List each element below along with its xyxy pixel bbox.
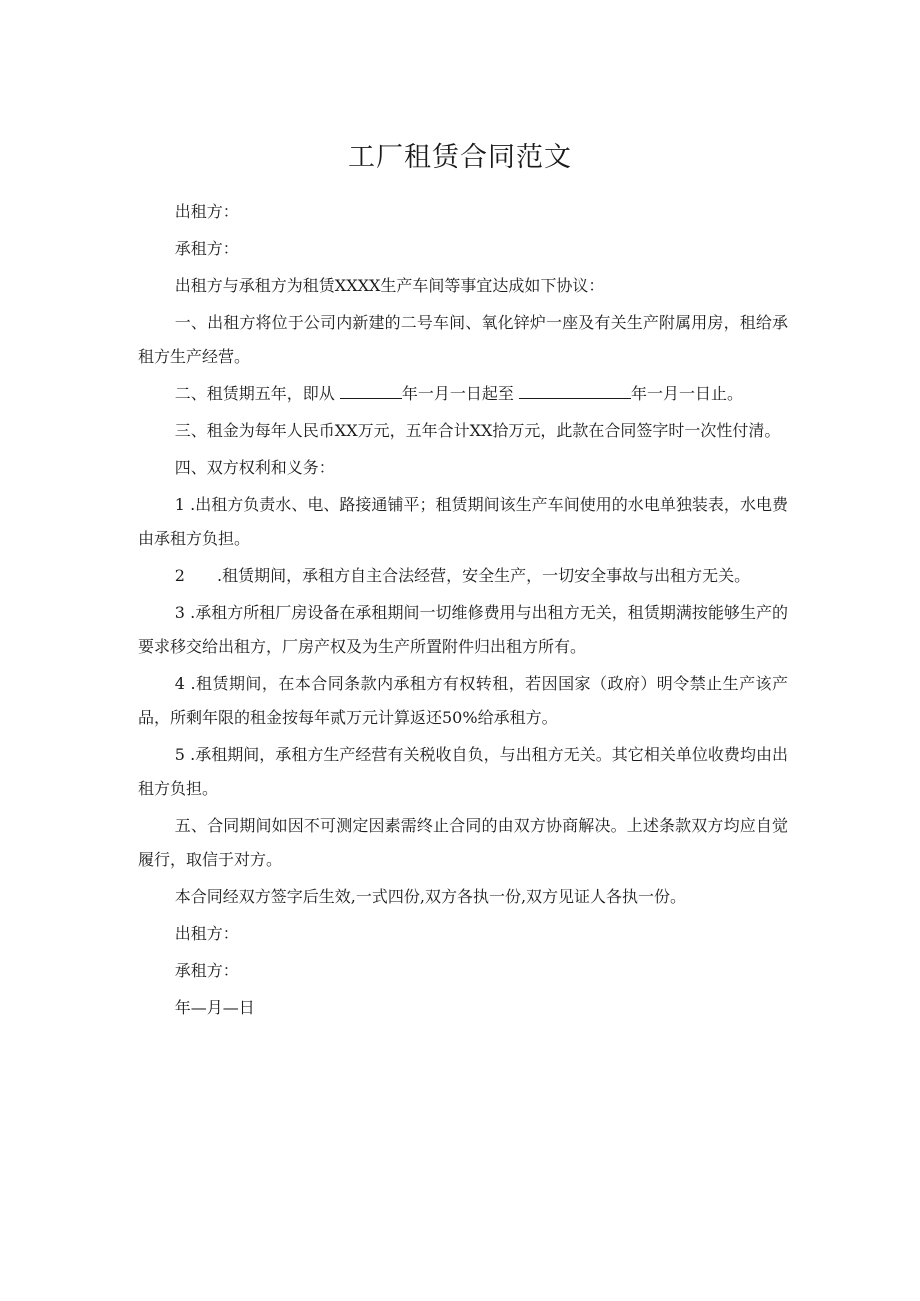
signature-date: 年—月—日 (174, 998, 255, 1017)
clause-2-start: 二、租赁期五年，即从 (174, 384, 340, 403)
clause-4-item-4: 4 .租赁期间，在本合同条款内承租方有权转租，若因国家（政府）明令禁止生产该产品，所剩年限的租金按每年贰万元计算返还50%给承租方。 (138, 674, 788, 727)
clause-2-middle: 年一月一日起至 (401, 384, 519, 403)
signature-lessee: 承租方： (174, 961, 239, 980)
intro-paragraph: 出租方与承租方为租赁XXXX生产车间等事宜达成如下协议： (174, 276, 605, 295)
clause-2-end: 年一月一日止。 (630, 384, 743, 403)
clause-4-item-3: 3 .承租方所租厂房设备在承租期间一切维修费用与出租方无关，租赁期满按能够生产的要求移交给出租方，厂房产权及为生产所置附件归出租方所有。 (138, 603, 788, 656)
clause-4-item-5: 5 .承租期间，承租方生产经营有关税收自负，与出租方无关。其它相关单位收费均由出租方负担。 (138, 745, 788, 798)
clause-1: 一、出租方将位于公司内新建的二号车间、氧化锌炉一座及有关生产附属用房，租给承租方生产经营。 (138, 313, 788, 366)
clause-4-item-1: 1 .出租方负责水、电、路接通铺平；租赁期间该生产车间使用的水电单独装表，水电费由承租方负担。 (138, 495, 788, 548)
end-year-blank (519, 380, 631, 399)
lessor-line: 出租方： (174, 202, 239, 221)
effect-paragraph: 本合同经双方签字后生效,一式四份,双方各执一份,双方见证人各执一份。 (174, 887, 687, 906)
start-year-blank (340, 380, 402, 399)
document-body (138, 195, 788, 1028)
clause-3: 三、租金为每年人民币XX万元，五年合计XX拾万元，此款在合同签字时一次性付清。 (174, 421, 781, 440)
clause-2 (138, 377, 788, 411)
document-title: 工厂租赁合同范文 (348, 142, 572, 173)
lessee-line: 承租方： (174, 239, 239, 258)
clause-5: 五、合同期间如因不可测定因素需终止合同的由双方协商解决。上述条款双方均应自觉履行，取信于对方。 (138, 816, 788, 869)
signature-lessor: 出租方： (174, 924, 239, 943)
clause-4-heading: 四、双方权利和义务： (174, 458, 335, 477)
clause-4-item-2: 2 .租赁期间，承租方自主合法经营，安全生产，一切安全事故与出租方无关。 (174, 566, 751, 585)
